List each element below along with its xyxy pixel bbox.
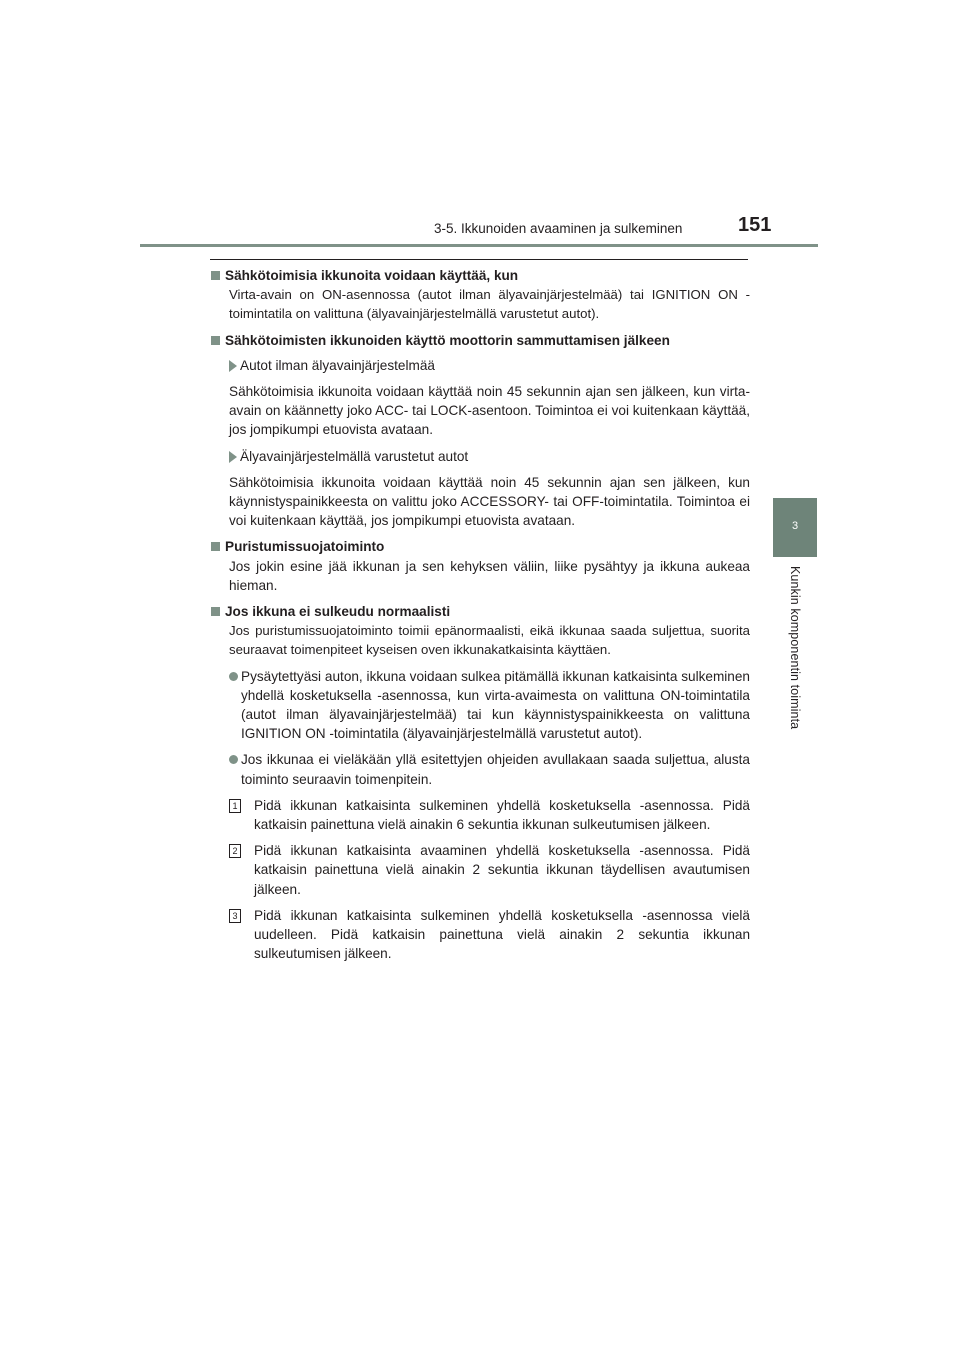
subheading bbox=[229, 356, 750, 375]
step-number: 3 bbox=[229, 909, 241, 923]
paragraph: Sähkötoimisia ikkunoita voidaan käyttää noin 45 sekunnin ajan sen jälkeen, kun käynnistyspainikkeesta on valittu joko ACCESSORY- tai OFF-toimintatila. Toimintoa ei voi kuitenkaan käyttää, jos jompikumpi etuovista avataan. bbox=[229, 474, 750, 529]
section-heading bbox=[210, 602, 750, 621]
section-heading-text: Sähkötoimisia ikkunoita voidaan käyttää, kun bbox=[225, 268, 519, 283]
numbered-step bbox=[229, 796, 750, 834]
subheading bbox=[229, 447, 750, 466]
bullet-text: Jos ikkunaa ei vieläkään yllä esitettyjen ohjeiden avullakaan saada suljettua, alusta toiminto seuraavin toimenpitein. bbox=[241, 752, 750, 787]
circle-bullet-icon bbox=[229, 755, 238, 764]
step-text: Pidä ikkunan katkaisinta sulkeminen yhdellä kosketuksella -asennossa. Pidä katkaisin painettuna vielä ainakin 6 sekuntia ikkunan sulkeutumisen jälkeen. bbox=[254, 797, 750, 833]
header-section-title: 3-5. Ikkunoiden avaaminen ja sulkeminen bbox=[434, 221, 683, 236]
paragraph: Virta-avain on ON-asennossa (autot ilman älyavainjärjestelmää) tai IGNITION ON -toimintatila on valittuna (älyavainjärjestelmällä varustetut autot). bbox=[229, 287, 750, 322]
square-bullet-icon bbox=[211, 607, 220, 616]
paragraph: Sähkötoimisia ikkunoita voidaan käyttää noin 45 sekunnin ajan sen jälkeen, kun virta-avain on käännetty joko ACC- tai LOCK-asentoon. Toimintoa ei voi kuitenkaan käyttää, jos jompikumpi etuovista avataan. bbox=[229, 384, 750, 438]
subheading-text: Älyavainjärjestelmällä varustetut autot bbox=[240, 448, 469, 464]
numbered-step bbox=[229, 906, 750, 964]
bullet-item bbox=[229, 750, 750, 788]
header-divider bbox=[140, 244, 818, 247]
section-heading-text: Jos ikkuna ei sulkeudu normaalisti bbox=[225, 604, 451, 620]
triangle-arrow-icon bbox=[229, 451, 237, 463]
bullet-text: Pysäytettyäsi auton, ikkuna voidaan sulkea pitämällä ikkunan katkaisinta sulkeminen yhdellä kosketuksella -asennossa, kun virta-avaimesta on valittuna ON-toimintatila (autot ilman älyavainjärjestelmää) tai kun käynnistyspainikkeesta on valittuna IGNITION ON -toimintatila (älyavainjärjestelmällä varustetut autot). bbox=[241, 668, 750, 742]
numbered-step bbox=[229, 841, 750, 899]
step-number: 1 bbox=[229, 799, 241, 813]
chapter-tab bbox=[773, 498, 817, 557]
square-bullet-icon bbox=[211, 336, 220, 345]
section-heading-text: Puristumissuojatoiminto bbox=[225, 539, 385, 555]
page-number: 151 bbox=[738, 214, 772, 236]
content-divider bbox=[210, 259, 748, 260]
bullet-item bbox=[229, 667, 750, 744]
section-heading-text: Sähkötoimisten ikkunoiden käyttö moottorin sammuttamisen jälkeen bbox=[225, 332, 670, 348]
chapter-side-label: Kunkin komponentin toiminta bbox=[788, 566, 802, 730]
paragraph: Jos jokin esine jää ikkunan ja sen kehyksen väliin, liike pysähtyy ja ikkuna aukeaa hieman. bbox=[229, 558, 750, 593]
section-heading bbox=[210, 537, 750, 556]
step-text: Pidä ikkunan katkaisinta sulkeminen yhdellä kosketuksella -asennossa vielä uudelleen. Pidä katkaisin painettuna vielä ainakin 2 sekuntia ikkunan sulkeutumisen jälkeen. bbox=[254, 907, 750, 962]
page-content bbox=[210, 266, 750, 971]
triangle-arrow-icon bbox=[229, 360, 237, 372]
step-text: Pidä ikkunan katkaisinta avaaminen yhdellä kosketuksella -asennossa. Pidä katkaisin painettuna vielä ainakin 2 sekuntia ikkunan täydellisen avautumisen jälkeen. bbox=[254, 843, 750, 897]
section-heading bbox=[210, 331, 750, 350]
circle-bullet-icon bbox=[229, 672, 238, 681]
chapter-tab-number: 3 bbox=[791, 520, 799, 532]
section-heading bbox=[210, 266, 750, 285]
subheading-text: Autot ilman älyavainjärjestelmää bbox=[240, 357, 435, 373]
square-bullet-icon bbox=[211, 542, 220, 551]
step-number: 2 bbox=[229, 844, 241, 858]
paragraph: Jos puristumissuojatoiminto toimii epänormaalisti, eikä ikkunaa saada suljettua, suorita seuraavat toimenpiteet kyseisen oven ikkunakatkaisinta käyttäen. bbox=[229, 623, 750, 658]
square-bullet-icon bbox=[211, 271, 220, 280]
